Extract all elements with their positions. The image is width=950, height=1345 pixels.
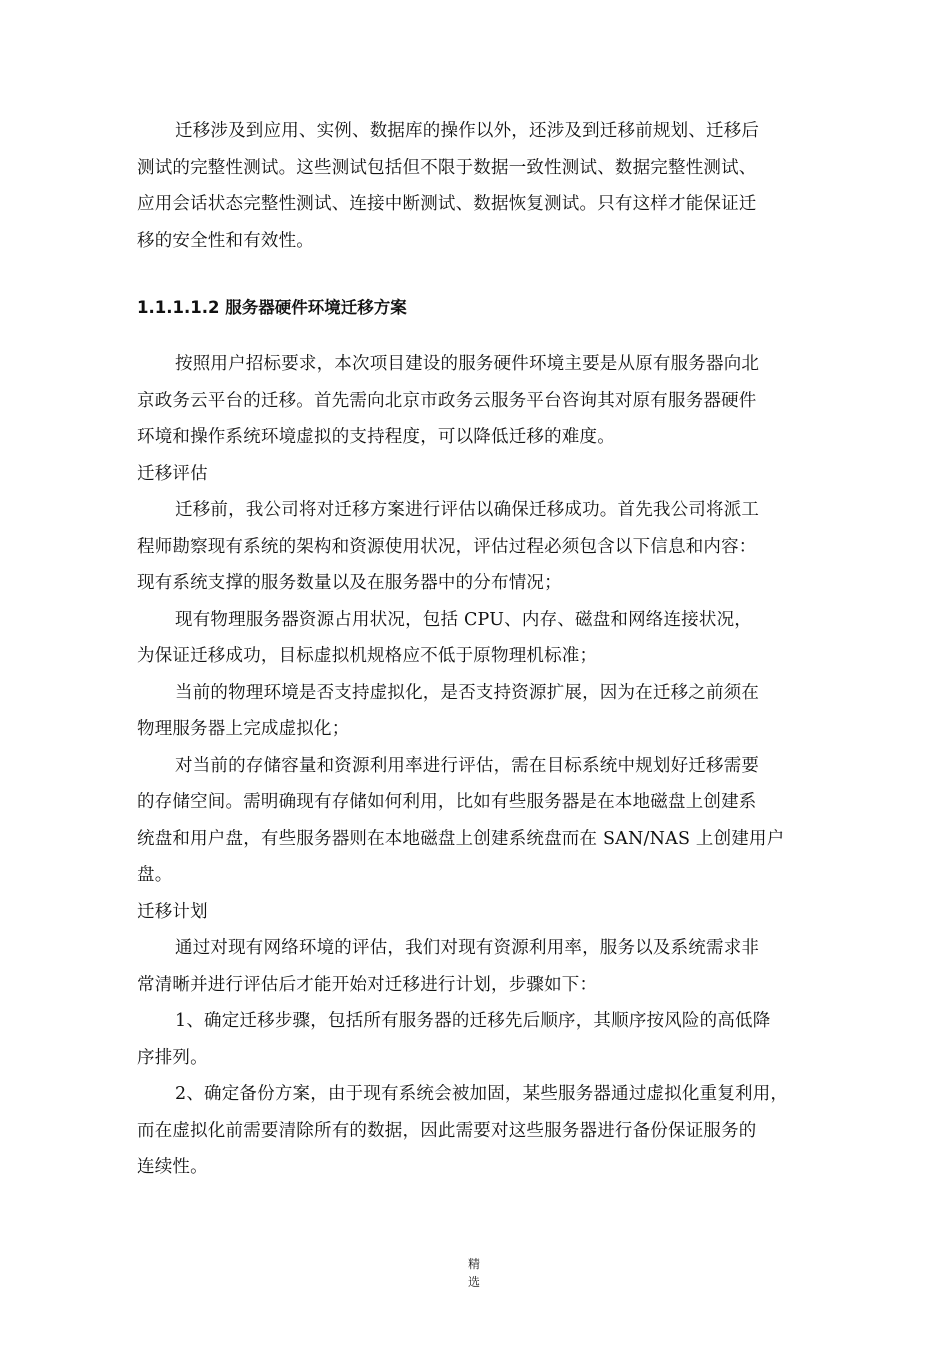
footer-char: 选 [467,1275,480,1289]
paragraph-1 [137,346,829,456]
text-line: 京政务云平台的迁移。首先需向北京市政务云服务平台咨询其对原有服务器硬件 [137,390,757,411]
subsection-title-assessment: 迁移评估 [137,463,208,484]
footer-char: 精 [467,1257,480,1271]
text-line: 的存储空间。需明确现有存储如何利用，比如有些服务器是在本地磁盘上创建系 [137,792,757,812]
text-line: 程师勘察现有系统的架构和资源使用状况，评估过程必须包含以下信息和内容： [137,536,757,557]
text-line: 连续性。 [137,1157,208,1177]
text-line: 迁移前，我公司将对迁移方案进行评估以确保迁移成功。首先我公司将派工 [175,500,760,520]
paragraph-4 [137,675,829,748]
text-line: 当前的物理环境是否支持虚拟化，是否支持资源扩展，因为在迁移之前须在 [175,682,760,703]
paragraph-8 [137,1076,829,1186]
text-line: 2、确定备份方案，由于现有系统会被加固，某些服务器通过虚拟化重复利用， [175,1084,789,1104]
page-footer [466,1255,482,1291]
text-line: 常清晰并进行评估后才能开始对迁移进行计划，步骤如下： [137,974,598,995]
paragraph-2 [137,492,829,602]
text-line: 现有系统支撑的服务数量以及在服务器中的分布情况； [137,573,562,593]
text-line: 对当前的存储容量和资源利用率进行评估，需在目标系统中规划好迁移需要 [175,755,760,776]
text-line: 环境和操作系统环境虚拟的支持程度，可以降低迁移的难度。 [137,427,615,447]
text-line: 迁移涉及到应用、实例、数据库的操作以外，还涉及到迁移前规划、迁移后 [175,121,760,141]
paragraph-7 [137,1003,829,1076]
text-line: 移的安全性和有效性。 [137,230,314,251]
text-line: 为保证迁移成功，目标虚拟机规格应不低于原物理机标准； [137,646,598,666]
text-line: 统盘和用户盘，有些服务器则在本地磁盘上创建系统盘而在 SAN/NAS 上创建用户 [137,828,785,849]
text-line: 应用会话状态完整性测试、连接中断测试、数据恢复测试。只有这样才能保证迁 [137,194,757,214]
text-line: 现有物理服务器资源占用状况，包括 CPU、内存、磁盘和网络连接状况， [175,609,752,630]
text-line: 1、确定迁移步骤，包括所有服务器的迁移先后顺序，其顺序按风险的高低降 [175,1011,771,1031]
section-heading: 1.1.1.1.2 服务器硬件环境迁移方案 [137,298,407,317]
text-line: 按照用户招标要求，本次项目建设的服务硬件环境主要是从原有服务器向北 [175,354,760,374]
text-line: 序排列。 [137,1047,208,1068]
text-line: 而在虚拟化前需要清除所有的数据，因此需要对这些服务器进行备份保证服务的 [137,1120,757,1141]
document-body [137,113,829,1186]
text-line: 测试的完整性测试。这些测试包括但不限于数据一致性测试、数据完整性测试、 [137,157,757,178]
paragraph-intro [137,113,829,259]
subsection-title-plan: 迁移计划 [137,901,208,922]
paragraph-6 [137,930,829,1003]
paragraph-5 [137,748,829,894]
text-line: 通过对现有网络环境的评估，我们对现有资源利用率，服务以及系统需求非 [175,938,760,958]
text-line: 盘。 [137,865,173,885]
paragraph-3 [137,602,829,675]
text-line: 物理服务器上完成虚拟化； [137,719,350,739]
